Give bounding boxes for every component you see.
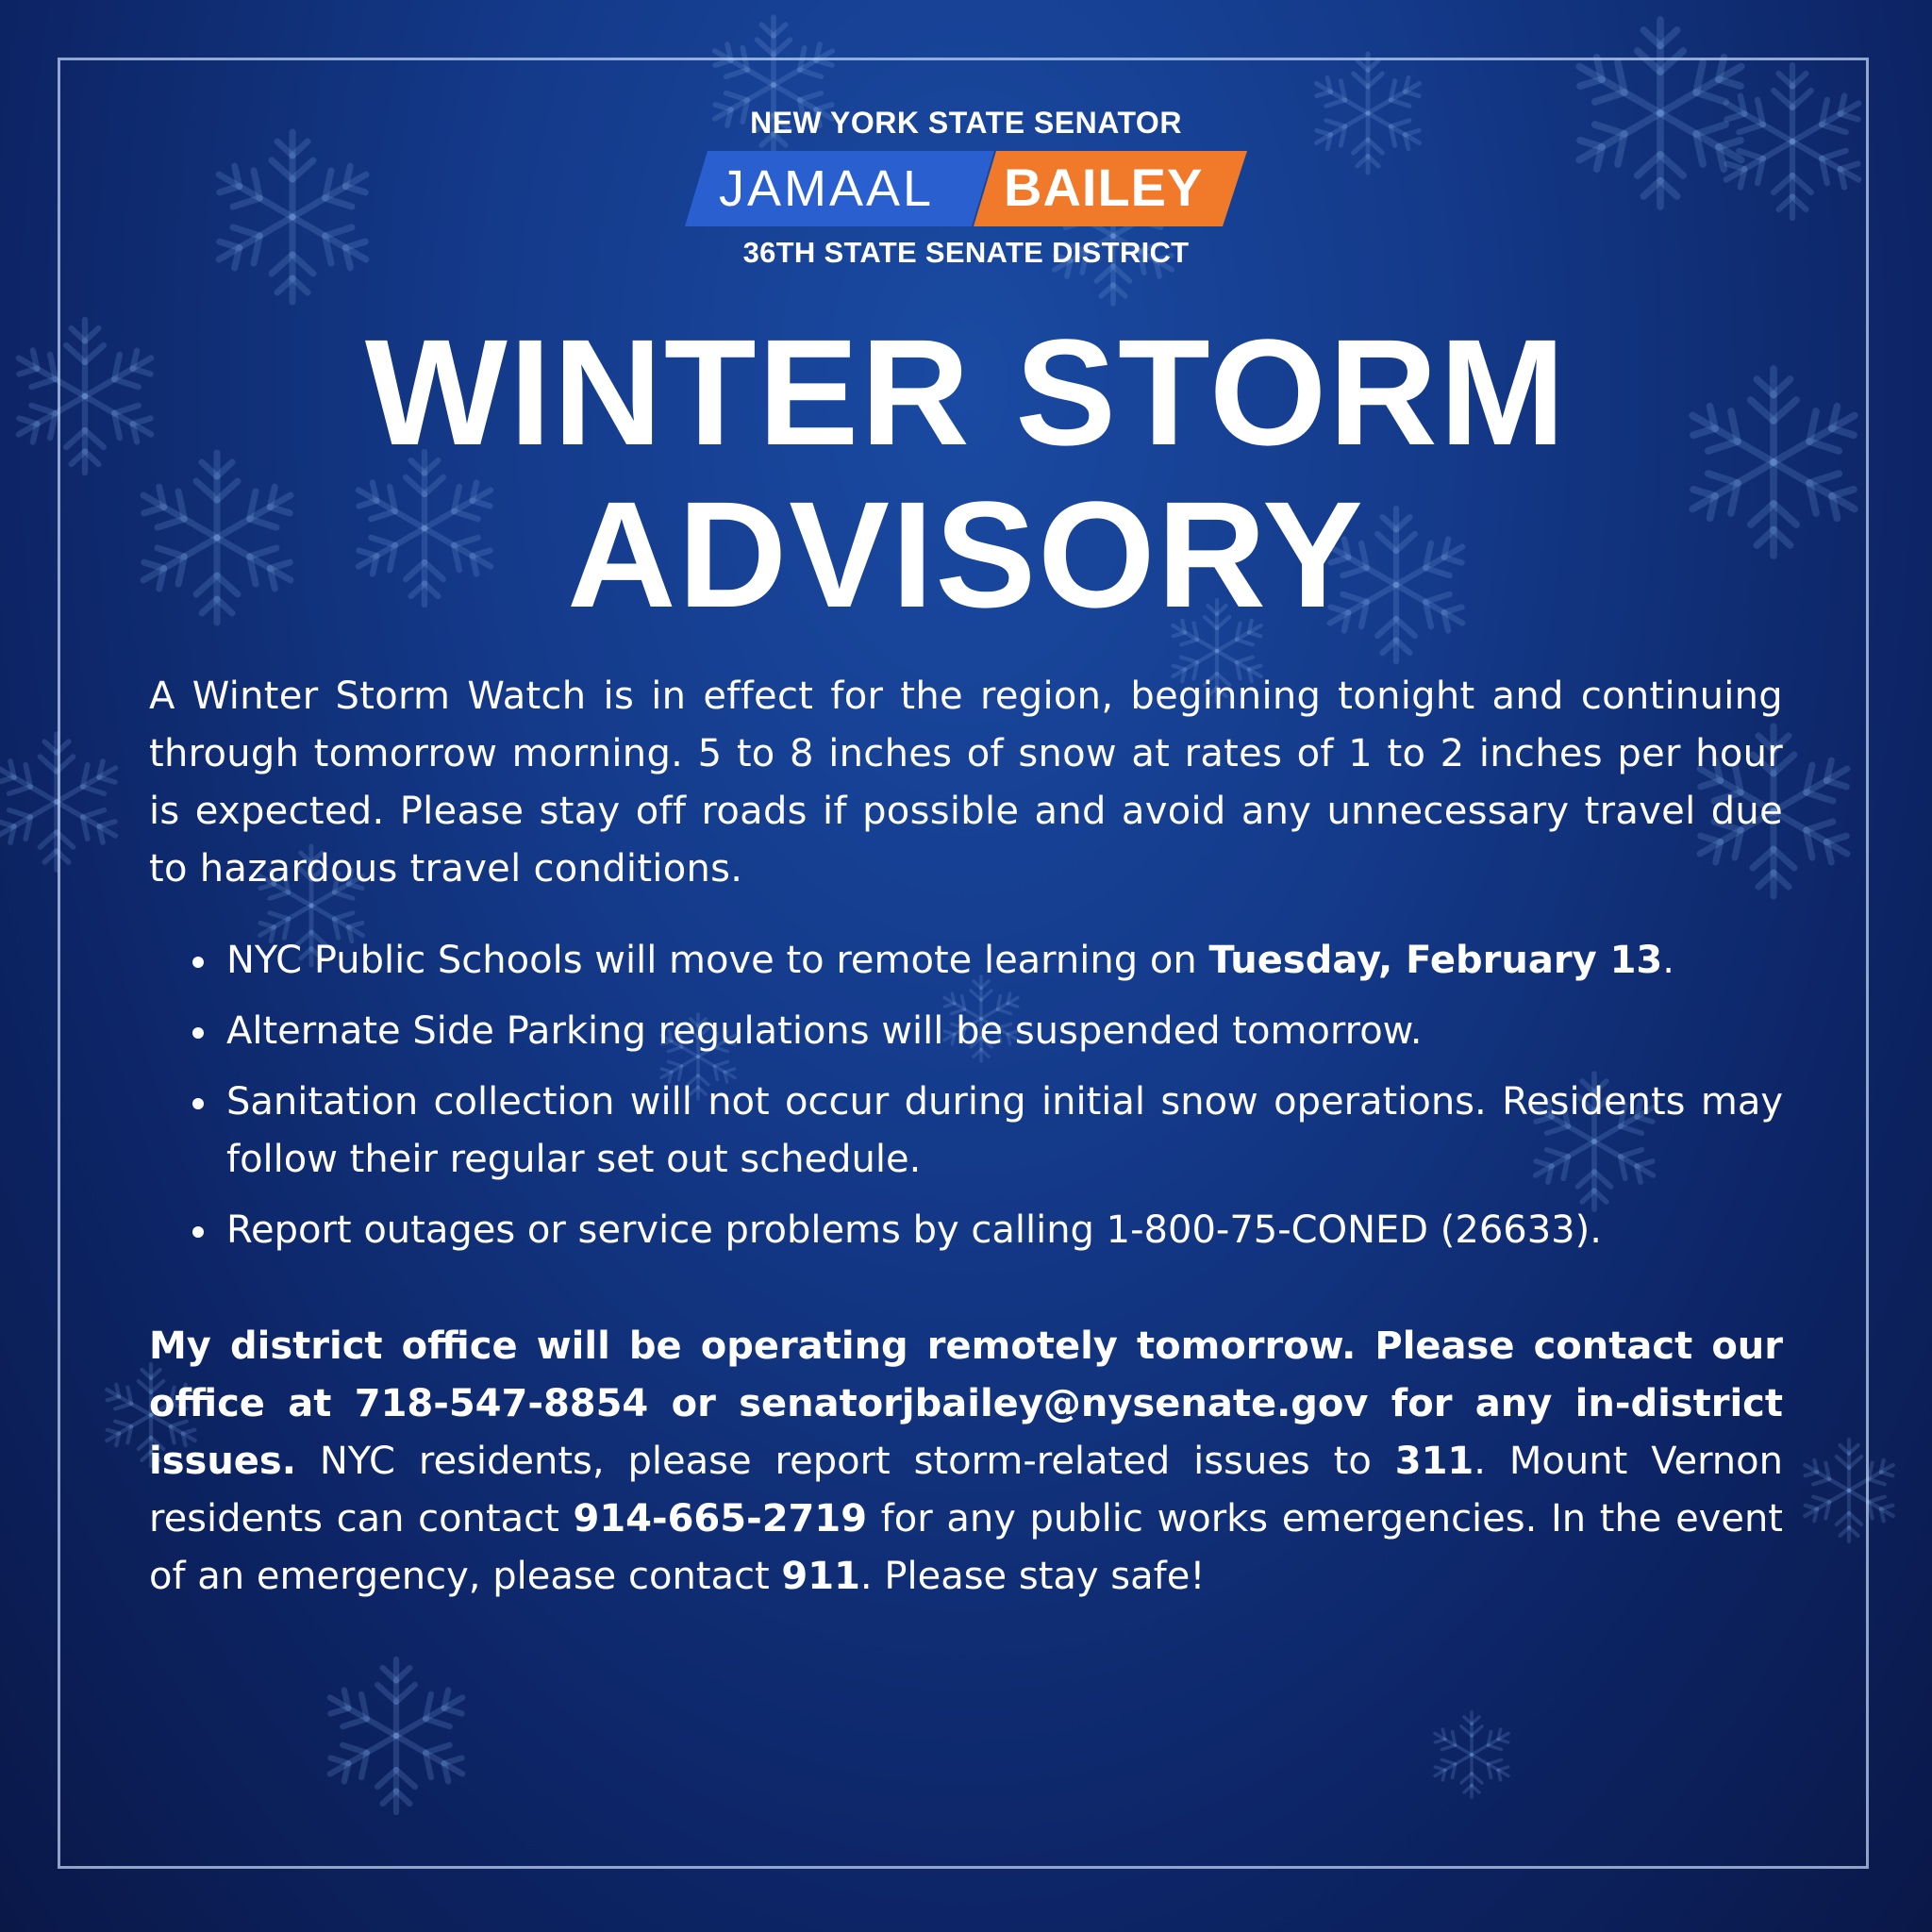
closing-text-1: NYC residents, please report storm-related issues to	[295, 1440, 1395, 1483]
logo-district: 36TH STATE SENATE DISTRICT	[742, 236, 1190, 269]
closing-bold-lead: My district office will be operating remotely tomorrow. Please contact our office at 718-547-8854 or senatorjbailey@nysenate.gov for any in-district issues.	[149, 1324, 1783, 1483]
bullet-outages-text: Report outages or service problems by calling 1-800-75-CONED (26633).	[226, 1208, 1602, 1252]
bullet-dot-icon	[192, 1098, 204, 1109]
logo-name-band	[683, 149, 1249, 228]
advisory-body	[149, 668, 1783, 1606]
bullet-dot-icon	[192, 1027, 204, 1039]
bullet-sanitation	[149, 1074, 1783, 1189]
mount-vernon-phone: 914-665-2719	[573, 1497, 868, 1541]
bullet-schools-text: NYC Public Schools will move to remote learning on	[226, 939, 1209, 982]
closing-paragraph	[149, 1318, 1783, 1606]
headline	[0, 308, 1932, 639]
number-311: 311	[1394, 1440, 1474, 1483]
bullet-schools-end: .	[1662, 939, 1674, 982]
bullet-parking-text: Alternate Side Parking regulations will be suspended tomorrow.	[226, 1009, 1423, 1053]
intro-paragraph: A Winter Storm Watch is in effect for the region, beginning tonight and continuing through tomorrow morning. 5 to 8 inches of snow at rates of 1 to 2 inches per hour is expected. Please stay off roads if possible and avoid any unnecessary travel due to hazardous travel conditions.	[149, 675, 1783, 891]
bullet-sanitation-text: Sanitation collection will not occur during initial snow operations. Residents may follow their regular set out schedule.	[226, 1080, 1783, 1181]
logo-title: NEW YORK STATE SENATOR	[750, 106, 1182, 140]
number-911: 911	[781, 1555, 860, 1598]
bullet-dot-icon	[192, 1226, 204, 1238]
closing-text-2: . Mount Vernon residents can contact	[149, 1440, 1783, 1541]
bullet-parking	[149, 1003, 1783, 1060]
closing-text-3: for any public works emergencies. In the event of an emergency, please contact	[149, 1497, 1783, 1598]
headline-line-1: WINTER STORM	[364, 308, 1568, 476]
bullet-schools-date: Tuesday, February 13	[1208, 939, 1663, 982]
headline-line-2: ADVISORY	[567, 470, 1365, 639]
logo-first-name: JAMAAL	[719, 160, 935, 217]
closing-text-4: . Please stay safe!	[859, 1555, 1206, 1598]
bullet-schools	[149, 932, 1783, 990]
bullet-dot-icon	[192, 957, 204, 968]
bullet-outages	[149, 1202, 1783, 1259]
logo-last-name: BAILEY	[1004, 158, 1204, 217]
advisory-bullet-list	[149, 932, 1783, 1259]
senator-logo	[0, 104, 1932, 272]
